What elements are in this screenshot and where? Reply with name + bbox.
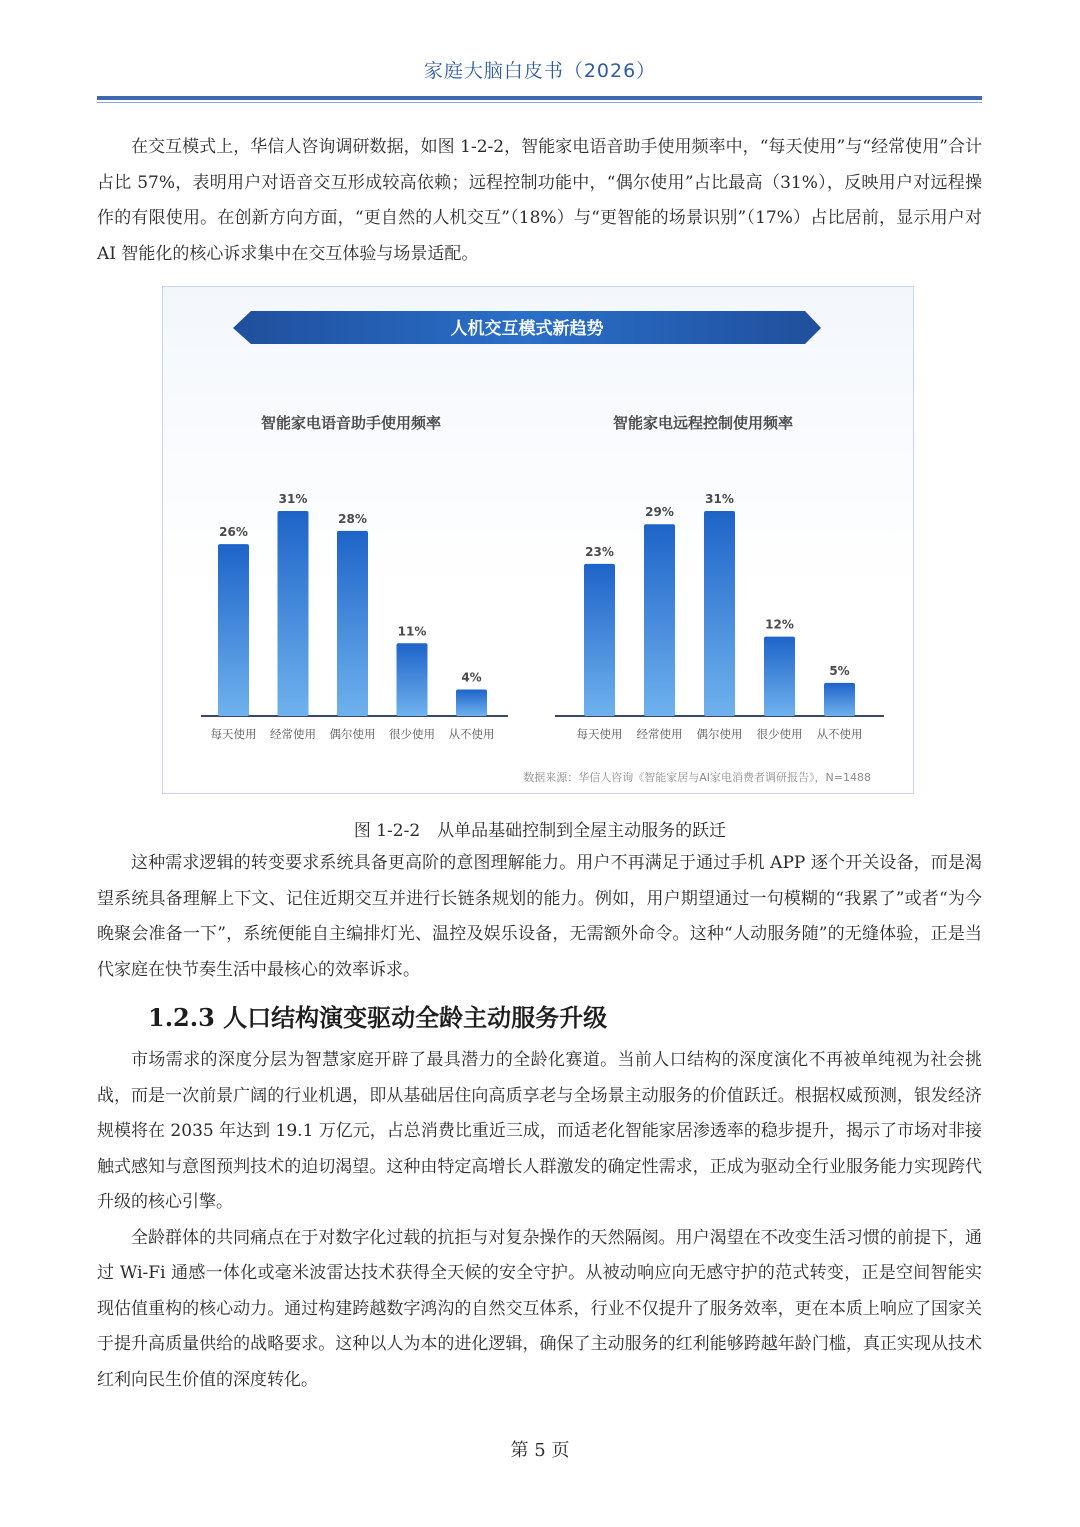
category-label: 从不使用: [816, 727, 863, 741]
header-rule: [97, 96, 982, 100]
category-label: 每天使用: [210, 727, 257, 741]
category-label: 经常使用: [270, 727, 316, 741]
figure-panel: [162, 286, 914, 794]
category-label: 偶尔使用: [329, 727, 376, 741]
value-label: 12%: [765, 617, 794, 632]
section-paragraph-1: 市场需求的深度分层为智慧家庭开辟了最具潜力的全龄化赛道。当前人口结构的深度演化不再被单纯视为社会挑战，而是一次前景广阔的行业机遇，即从基础居住向高质享老与全场景主动服务的价值跃迁。根据权威预测，银发经济规模将在 2035 年达到 19.1 万亿元，占总消费比重近三成，而适老化智能家居渗透率的稳步提升，揭示了市场对非接触式感知与意图预判技术的迫切渴望。这种由特定高增长人群激发的确定性需求，正成为驱动全行业服务能力实现跨代升级的核心引擎。: [97, 1050, 982, 1212]
value-label: 5%: [829, 663, 850, 678]
section-paragraph-2: 全龄群体的共同痛点在于对数字化过载的抗拒与对复杂操作的天然隔阂。用户渴望在不改变生活习惯的前提下，通过 Wi-Fi 通感一体化或毫米波雷达技术获得全天候的安全守护。从被动响应向无感守护的范式转变，正是空间智能实现估值重构的核心动力。通过构建跨越数字鸿沟的自然交互体系，行业不仅提升了服务效率，更在本质上响应了国家关于提升高质量供给的战略要求。这种以人为本的进化逻辑，确保了主动服务的红利能够跨越年龄门槛，真正实现从技术红利向民生价值的深度转化。: [97, 1227, 982, 1390]
page-header-title: 家庭大脑白皮书（2026）: [423, 60, 657, 82]
value-label: 11%: [397, 624, 427, 639]
section-body: [97, 1043, 982, 1398]
section-heading: 1.2.3 人口结构演变驱动全龄主动服务升级: [148, 1003, 608, 1032]
figure-caption: 图 1-2-2 从单品基础控制到全屋主动服务的跃迁: [353, 821, 727, 841]
value-label: 31%: [278, 492, 308, 506]
value-label: 23%: [585, 544, 614, 559]
bar-每天使用: [584, 564, 615, 716]
bar-偶尔使用: [337, 531, 368, 716]
intro-paragraph-text: 在交互模式上，华信人咨询调研数据，如图 1-2-2，智能家电语音助手使用频率中，“每天使用”与“经常使用”合计占比 57%，表明用户对语音交互形成较高依赖；远程控制功能中，“偶尔使用”占比最高（31%），反映用户对远程操作的有限使用。在创新方向方面，“更自然的人机交互”（18%）与“更智能的场景识别”（17%）占比居前，显示用户对 AI 智能化的核心诉求集中在交互体验与场景适配。: [97, 137, 982, 264]
value-label: 31%: [705, 492, 734, 506]
remote-control-chart: [555, 414, 884, 741]
category-label: 很少使用: [756, 727, 803, 741]
page-number: 第 5 页: [510, 1440, 570, 1461]
bar-经常使用: [644, 524, 675, 716]
bar-每天使用: [218, 544, 249, 716]
header-rule-thin: [97, 102, 982, 103]
value-label: 29%: [645, 505, 674, 520]
bar-偶尔使用: [704, 511, 735, 716]
figure-source-note: 数据来源：华信人咨询《智能家居与AI家电消费者调研报告》，N=1488: [523, 771, 871, 784]
value-label: 4%: [461, 670, 482, 685]
bar-从不使用: [824, 683, 855, 716]
figure-banner-title: 人机交互模式新趋势: [450, 319, 604, 339]
paragraph-after-figure-text: 这种需求逻辑的转变要求系统具备更高阶的意图理解能力。用户不再满足于通过手机 APP 逐个开关设备，而是渴望系统具备理解上下文、记住近期交互并进行长链条规划的能力。例如，用户期望通过一句模糊的“我累了”或者“为今晚聚会准备一下”，系统便能自主编排灯光、温控及娱乐设备，无需额外命令。这种“人动服务随”的无缝体验，正是当代家庭在快节奏生活中最核心的效率诉求。: [97, 853, 982, 980]
chart-title: 智能家电远程控制使用频率: [612, 414, 794, 432]
voice-assistant-chart: [201, 414, 508, 741]
bar-从不使用: [456, 690, 487, 716]
value-label: 26%: [219, 525, 248, 540]
category-label: 很少使用: [389, 727, 435, 741]
category-label: 经常使用: [636, 727, 683, 741]
bar-很少使用: [764, 637, 795, 716]
chart-title: 智能家电语音助手使用频率: [260, 414, 442, 432]
figure-svg: [163, 287, 915, 795]
paragraph-after-figure: [97, 846, 982, 988]
bar-很少使用: [397, 643, 428, 716]
category-label: 偶尔使用: [696, 727, 743, 741]
category-label: 每天使用: [576, 727, 623, 741]
value-label: 28%: [338, 511, 367, 526]
intro-paragraph: [97, 130, 982, 272]
bar-经常使用: [278, 511, 309, 716]
category-label: 从不使用: [448, 727, 495, 741]
